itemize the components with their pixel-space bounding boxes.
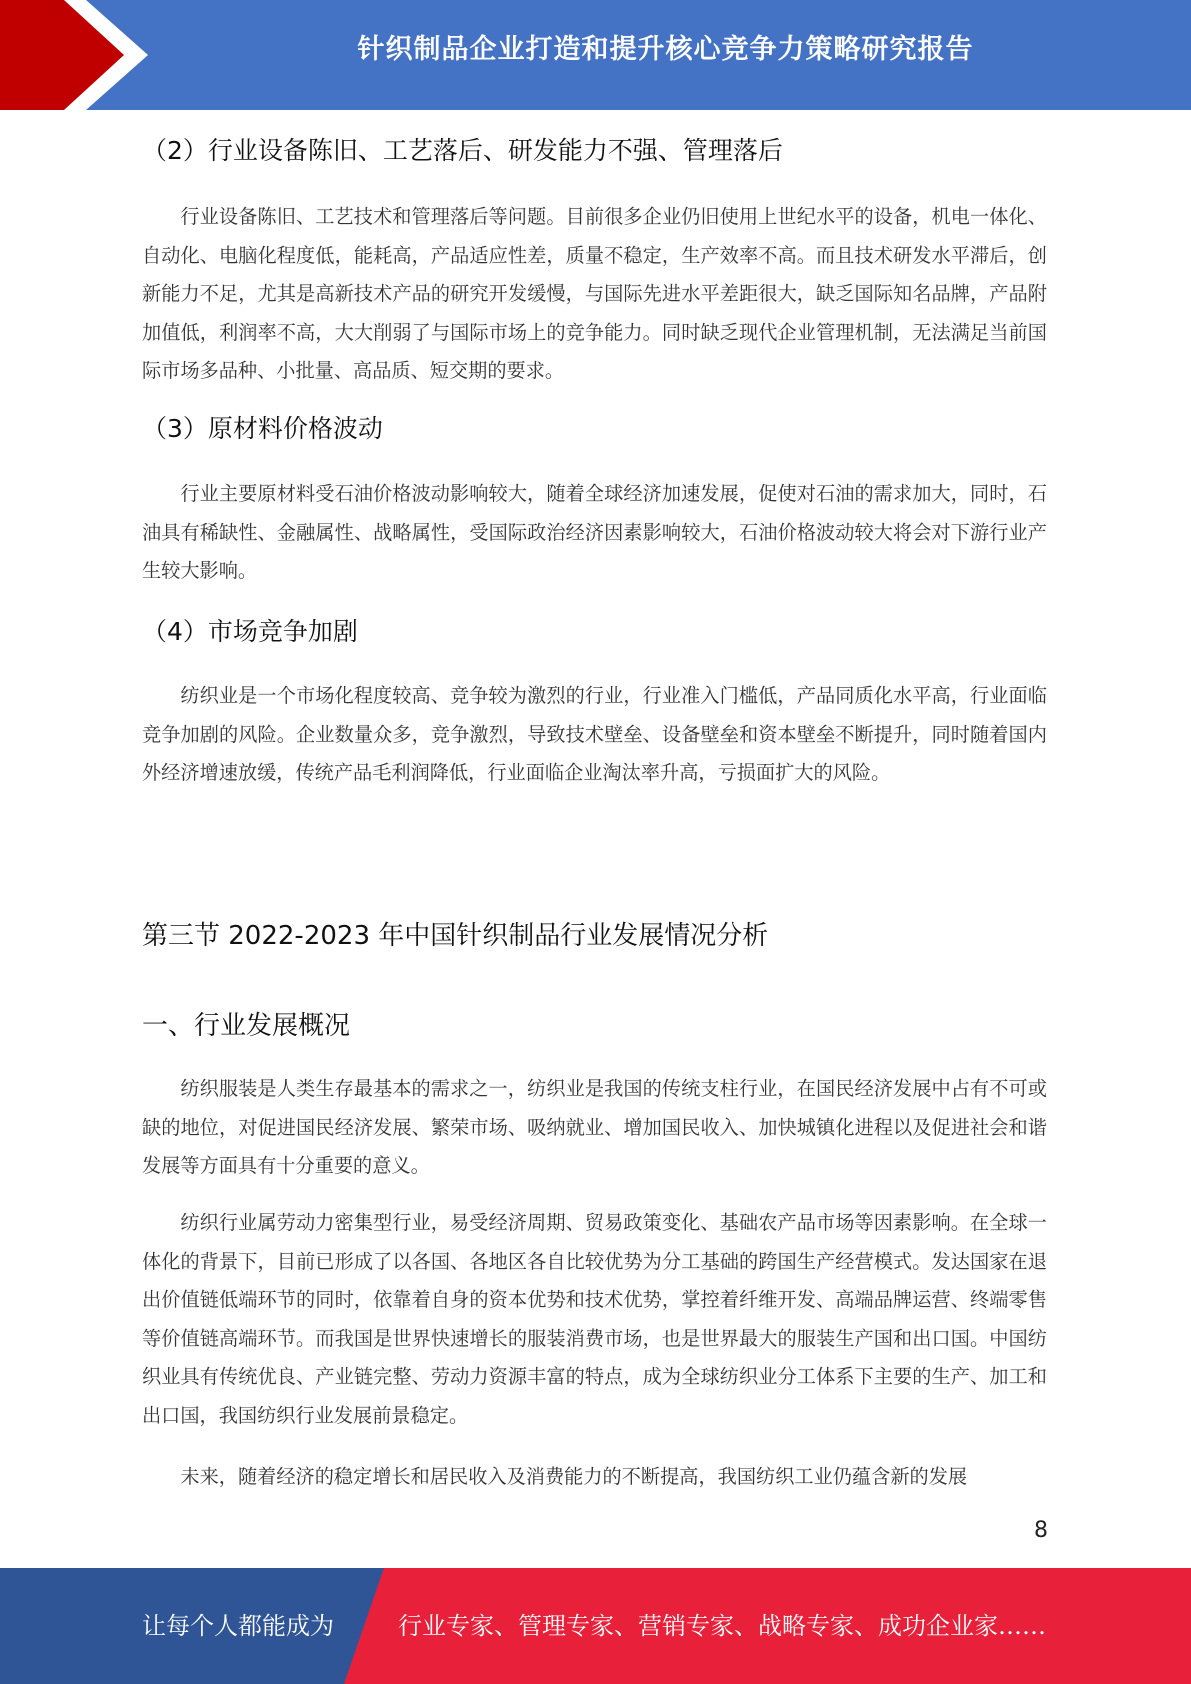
paragraph-overview-1: 纺织服装是人类生存最基本的需求之一，纺织业是我国的传统支柱行业，在国民经济发展中占有不可或缺的地位，对促进国民经济发展、繁荣市场、吸纳就业、增加国民收入、加快城镇化进程以及促进社会和谐发展等方面具有十分重要的意义。	[142, 1077, 1047, 1177]
section-heading-competition: （4）市场竞争加剧	[142, 617, 358, 646]
paragraph-equipment: 行业设备陈旧、工艺技术和管理落后等问题。目前很多企业仍旧使用上世纪水平的设备，机电一体化、自动化、电脑化程度低，能耗高，产品适应性差，质量不稳定，生产效率不高。而且技术研发水平滞后，创新能力不足，尤其是高新技术产品的研究开发缓慢，与国际先进水平差距很大，缺乏国际知名品牌，产品附加值低，利润率不高，大大削弱了与国际市场上的竞争能力。同时缺乏现代企业管理机制，无法满足当前国际市场多品种、小批量、高品质、短交期的要求。	[142, 205, 1047, 382]
paragraph-raw-materials: 行业主要原材料受石油价格波动影响较大，随着全球经济加速发展，促使对石油的需求加大，同时，石油具有稀缺性、金融属性、战略属性，受国际政治经济因素影响较大，石油价格波动较大将会对下游行业产生较大影响。	[142, 482, 1047, 582]
paragraph-overview-2: 纺织行业属劳动力密集型行业，易受经济周期、贸易政策变化、基础农产品市场等因素影响。在全球一体化的背景下，目前已形成了以各国、各地区各自比较优势为分工基础的跨国生产经营模式。发达国家在退出价值链低端环节的同时，依靠着自身的资本优势和技术优势，掌控着纤维开发、高端品牌运营、终端零售等价值链高端环节。而我国是世界快速增长的服装消费市场，也是世界最大的服装生产国和出口国。中国纺织业具有传统优良、产业链完整、劳动力资源丰富的特点，成为全球纺织业分工体系下主要的生产、加工和出口国，我国纺织行业发展前景稳定。	[142, 1211, 1047, 1427]
report-title: 针织制品企业打造和提升核心竞争力策略研究报告	[357, 34, 974, 65]
section-heading-raw-materials: （3）原材料价格波动	[142, 414, 383, 443]
header-chevron-decoration	[0, 0, 160, 110]
page-footer	[0, 1568, 1191, 1684]
paragraph-competition: 纺织业是一个市场化程度较高、竞争较为激烈的行业，行业准入门槛低，产品同质化水平高，行业面临竞争加剧的风险。企业数量众多，竞争激烈，导致技术壁垒、设备壁垒和资本壁垒不断提升，同时随着国内外经济增速放缓，传统产品毛利润降低，行业面临企业淘汰率升高，亏损面扩大的风险。	[142, 684, 1047, 784]
footer-slogan-left: 让每个人都能成为	[142, 1612, 334, 1640]
page-header	[0, 0, 1191, 110]
page-number: 8	[1034, 1518, 1048, 1543]
section-heading-equipment: （2）行业设备陈旧、工艺落后、研发能力不强、管理落后	[142, 136, 783, 165]
footer-slogan-right: 行业专家、管理专家、营销专家、战略专家、成功企业家……	[398, 1612, 1046, 1640]
subsection-title: 一、行业发展概况	[142, 1011, 351, 1041]
paragraph-overview-3: 未来，随着经济的稳定增长和居民收入及消费能力的不断提高，我国纺织工业仍蕴含新的发展	[180, 1465, 968, 1488]
chapter-section-title: 第三节 2022-2023 年中国针织制品行业发展情况分析	[142, 921, 769, 951]
